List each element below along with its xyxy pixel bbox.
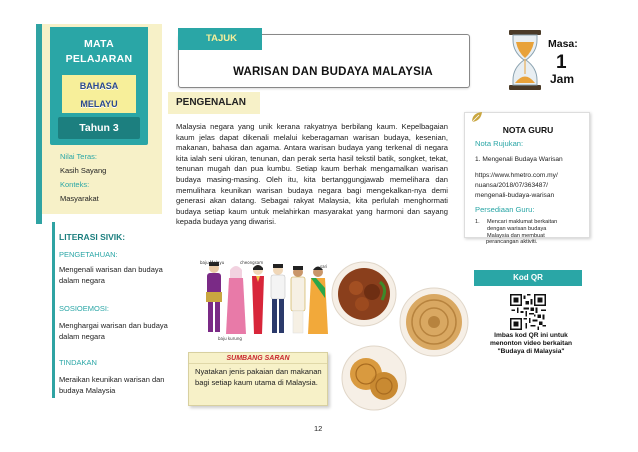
pengetahuan-text: Mengenali warisan dan budaya dalam negara: [59, 265, 163, 285]
tajuk-tab: TAJUK: [178, 28, 262, 50]
qr-caption-line-1: Imbas kod QR ini untuk: [494, 332, 568, 339]
masa-value: 1: [556, 52, 567, 73]
konteks-label: Konteks:: [60, 180, 90, 189]
nilai-teras-value: Kasih Sayang: [60, 166, 107, 175]
sosioemosi-text: Menghargai warisan dan budaya dalam negara: [59, 321, 168, 341]
kod-qr-label: Kod QR: [474, 270, 582, 286]
masa-unit: Jam: [550, 72, 575, 86]
sumbang-saran-title: SUMBANG SARAN: [189, 353, 327, 364]
qr-caption-line-3: "Budaya di Malaysia": [497, 348, 565, 355]
page-number: 12: [314, 424, 323, 433]
subject-line-1: BAHASA: [79, 81, 119, 91]
mata-line-1: MATA: [84, 38, 114, 50]
pengenalan-heading: PENGENALAN: [168, 92, 260, 114]
nota-rujukan-label: Nota Rujukan:: [475, 139, 524, 148]
label-baju-melayu: baju Melayu: [200, 260, 225, 265]
sosioemosi-label: SOSIOEMOSI:: [59, 304, 110, 313]
label-cheongsam: cheongsam: [240, 260, 264, 265]
rujukan-url-line-1[interactable]: https://www.hmetro.com.my/: [475, 172, 558, 179]
nilai-teras-label: Nilai Teras:: [60, 152, 97, 161]
subject-line-2: MELAYU: [80, 99, 118, 109]
tindakan-text: Meraikan keunikan warisan dan budaya Malaysia: [59, 375, 165, 395]
qr-caption-line-2: menonton video berkaitan: [489, 340, 573, 347]
page-title: WARISAN DAN BUDAYA MALAYSIA: [233, 66, 433, 78]
subject-header-box: [50, 27, 148, 145]
persediaan-line-4: perancangan aktiviti.: [486, 239, 538, 245]
label-sari: sari: [320, 264, 328, 269]
qr-caption: [476, 332, 586, 356]
persediaan-number: 1.: [475, 219, 480, 225]
rujukan-item: 1. Mengenali Budaya Warisan: [475, 156, 563, 163]
sumbang-saran-box: [188, 352, 328, 406]
rujukan-url-line-2[interactable]: nuansa/2018/07/363487/: [475, 182, 548, 189]
pengenalan-paragraph: Malaysia negara yang unik kerana rakyatnya berbilang kaum. Kepelbagaian kaum jelas dapat dikenali melalui keberagaman warisan budaya, kesenian, makanan, bahasa dan agama. Antara warisan budaya yang terkenal di negara kita ialah seni ukiran, tenunan, dan perak serta hasil tekstil batik, songket, tekat, tenunan mugah dan pua kumbu. Setiap kaum berhak mengamalkan warisan budaya masing-masing. Oleh itu, kita bertanggungjawab memelihara dan memulihara keunikan warisan budaya negara bagi mengekalkan-nya demi generasi akan datang. Sebagai rakyat Malaysia, kita perlulah menghormati budaya setiap kaum untuk melahirkan masyarakat yang harmoni dan sayang kepada budaya yang diwarisi.: [176, 122, 448, 227]
konteks-value: Masyarakat: [60, 194, 99, 203]
persediaan-line-2: dengan warisan budaya: [487, 226, 547, 232]
persediaan-guru-label: Persediaan Guru:: [475, 205, 535, 214]
tindakan-label: TINDAKAN: [59, 358, 97, 367]
subject-name-box: [62, 75, 136, 113]
sumbang-saran-text: Nyatakan jenis pakaian dan makanan bagi setiap kaum utama di Malaysia.: [195, 367, 322, 387]
nota-guru-panel: [464, 112, 590, 238]
mata-pelajaran-label: [50, 37, 148, 67]
nota-guru-title: NOTA GURU: [502, 125, 554, 135]
pengetahuan-label: PENGETAHUAN:: [59, 250, 118, 259]
traditional-costumes-illustration: [196, 258, 334, 342]
mata-line-2: PELAJARAN: [65, 53, 133, 65]
traditional-food-illustration: [330, 260, 470, 420]
persediaan-line-1: Mencari maklumat berkaitan: [487, 219, 558, 225]
hourglass-icon: [505, 28, 545, 92]
label-baju-kurung: baju kurung: [218, 336, 242, 341]
masa-label: Masa:: [548, 38, 578, 50]
qr-code-icon[interactable]: [510, 294, 546, 330]
grade-badge: Tahun 3: [58, 117, 140, 139]
literasi-title: LITERASI SIVIK:: [59, 232, 126, 242]
literasi-sivik-panel: [52, 222, 178, 398]
rujukan-url-line-3[interactable]: mengenali-budaya-warisan: [475, 192, 555, 199]
persediaan-line-3: Malaysia dan membuat: [487, 233, 545, 239]
leaf-icon: [470, 110, 484, 124]
